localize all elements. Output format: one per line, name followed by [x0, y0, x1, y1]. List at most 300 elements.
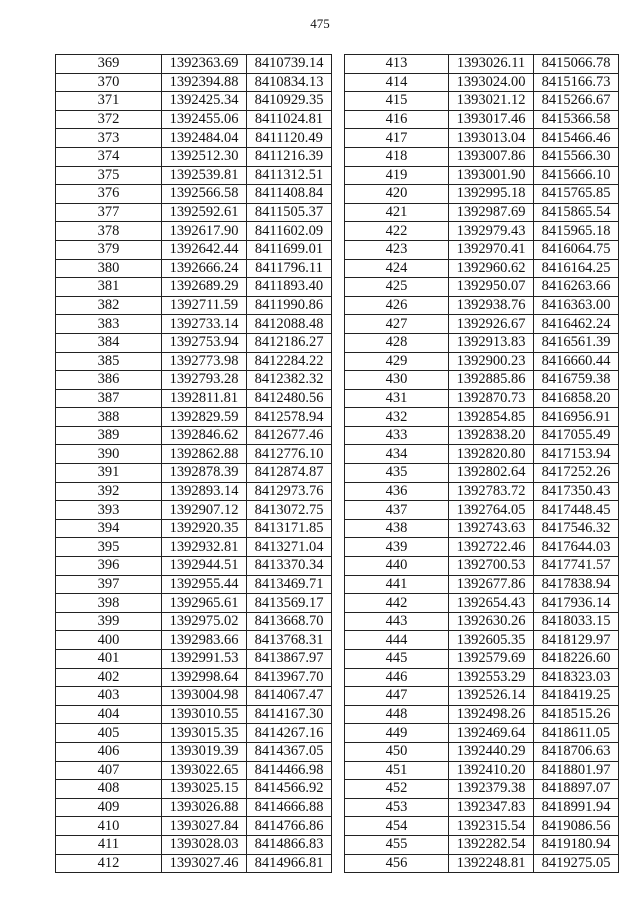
table-row	[345, 650, 619, 669]
point-number-cell: 369	[56, 55, 162, 74]
point-number-cell: 373	[56, 129, 162, 148]
x-coordinate-cell: 1392938.76	[449, 296, 534, 315]
y-coordinate-cell: 8416263.66	[534, 278, 619, 297]
y-coordinate-cell: 8418129.97	[534, 631, 619, 650]
y-coordinate-cell: 8419275.05	[534, 854, 619, 873]
y-coordinate-cell: 8413569.17	[247, 594, 332, 613]
y-coordinate-cell: 8418801.97	[534, 761, 619, 780]
point-number-cell: 398	[56, 594, 162, 613]
table-row	[56, 742, 332, 761]
table-row	[56, 501, 332, 520]
x-coordinate-cell: 1393013.04	[449, 129, 534, 148]
table-row	[56, 315, 332, 334]
table-row	[56, 687, 332, 706]
x-coordinate-cell: 1393019.39	[162, 742, 247, 761]
point-number-cell: 440	[345, 557, 449, 576]
table-row	[345, 724, 619, 743]
x-coordinate-cell: 1392605.35	[449, 631, 534, 650]
point-number-cell: 442	[345, 594, 449, 613]
x-coordinate-cell: 1392630.26	[449, 612, 534, 631]
point-number-cell: 428	[345, 333, 449, 352]
table-row	[345, 55, 619, 74]
table-row	[56, 445, 332, 464]
x-coordinate-cell: 1392248.81	[449, 854, 534, 873]
x-coordinate-cell: 1392743.63	[449, 519, 534, 538]
x-coordinate-cell: 1392282.54	[449, 835, 534, 854]
y-coordinate-cell: 8415566.30	[534, 147, 619, 166]
y-coordinate-cell: 8416064.75	[534, 240, 619, 259]
y-coordinate-cell: 8419180.94	[534, 835, 619, 854]
point-number-cell: 407	[56, 761, 162, 780]
y-coordinate-cell: 8416858.20	[534, 389, 619, 408]
x-coordinate-cell: 1392862.88	[162, 445, 247, 464]
x-coordinate-cell: 1392829.59	[162, 408, 247, 427]
table-row	[345, 92, 619, 111]
y-coordinate-cell: 8415666.10	[534, 166, 619, 185]
y-coordinate-cell: 8412578.94	[247, 408, 332, 427]
y-coordinate-cell: 8417546.32	[534, 519, 619, 538]
y-coordinate-cell: 8416561.39	[534, 333, 619, 352]
y-coordinate-cell: 8412284.22	[247, 352, 332, 371]
y-coordinate-cell: 8411796.11	[247, 259, 332, 278]
table-row	[56, 761, 332, 780]
x-coordinate-cell: 1392642.44	[162, 240, 247, 259]
table-row	[56, 854, 332, 873]
y-coordinate-cell: 8414866.83	[247, 835, 332, 854]
table-row	[345, 835, 619, 854]
x-coordinate-cell: 1392654.43	[449, 594, 534, 613]
point-number-cell: 439	[345, 538, 449, 557]
table-row	[56, 408, 332, 427]
point-number-cell: 403	[56, 687, 162, 706]
table-row	[56, 631, 332, 650]
point-number-cell: 415	[345, 92, 449, 111]
table-row	[345, 445, 619, 464]
y-coordinate-cell: 8412382.32	[247, 371, 332, 390]
y-coordinate-cell: 8415066.78	[534, 55, 619, 74]
table-row	[56, 724, 332, 743]
x-coordinate-cell: 1392991.53	[162, 650, 247, 669]
y-coordinate-cell: 8416660.44	[534, 352, 619, 371]
y-coordinate-cell: 8413668.70	[247, 612, 332, 631]
x-coordinate-cell: 1392469.64	[449, 724, 534, 743]
x-coordinate-cell: 1392960.62	[449, 259, 534, 278]
x-coordinate-cell: 1392846.62	[162, 426, 247, 445]
x-coordinate-cell: 1392944.51	[162, 557, 247, 576]
y-coordinate-cell: 8415765.85	[534, 185, 619, 204]
y-coordinate-cell: 8414666.88	[247, 798, 332, 817]
x-coordinate-cell: 1392455.06	[162, 110, 247, 129]
y-coordinate-cell: 8416759.38	[534, 371, 619, 390]
table-row	[345, 315, 619, 334]
table-row	[345, 612, 619, 631]
table-row	[56, 482, 332, 501]
x-coordinate-cell: 1392950.07	[449, 278, 534, 297]
x-coordinate-cell: 1392677.86	[449, 575, 534, 594]
point-number-cell: 435	[345, 464, 449, 483]
y-coordinate-cell: 8414466.98	[247, 761, 332, 780]
y-coordinate-cell: 8416164.25	[534, 259, 619, 278]
table-row	[56, 464, 332, 483]
y-coordinate-cell: 8413768.31	[247, 631, 332, 650]
x-coordinate-cell: 1392666.24	[162, 259, 247, 278]
point-number-cell: 372	[56, 110, 162, 129]
point-number-cell: 420	[345, 185, 449, 204]
x-coordinate-cell: 1393015.35	[162, 724, 247, 743]
x-coordinate-cell: 1392711.59	[162, 296, 247, 315]
table-row	[345, 742, 619, 761]
x-coordinate-cell: 1392965.61	[162, 594, 247, 613]
y-coordinate-cell: 8413867.97	[247, 650, 332, 669]
table-row	[56, 129, 332, 148]
table-row	[56, 817, 332, 836]
point-number-cell: 418	[345, 147, 449, 166]
point-number-cell: 448	[345, 705, 449, 724]
table-row	[56, 612, 332, 631]
point-number-cell: 383	[56, 315, 162, 334]
y-coordinate-cell: 8417644.03	[534, 538, 619, 557]
table-row	[345, 129, 619, 148]
y-coordinate-cell: 8411893.40	[247, 278, 332, 297]
table-row	[56, 278, 332, 297]
x-coordinate-cell: 1392753.94	[162, 333, 247, 352]
table-row	[56, 110, 332, 129]
y-coordinate-cell: 8414966.81	[247, 854, 332, 873]
table-row	[345, 408, 619, 427]
y-coordinate-cell: 8411216.39	[247, 147, 332, 166]
x-coordinate-cell: 1393021.12	[449, 92, 534, 111]
y-coordinate-cell: 8411024.81	[247, 110, 332, 129]
y-coordinate-cell: 8419086.56	[534, 817, 619, 836]
x-coordinate-cell: 1392987.69	[449, 203, 534, 222]
table-row	[345, 557, 619, 576]
table-row	[345, 594, 619, 613]
table-row	[56, 650, 332, 669]
x-coordinate-cell: 1392900.23	[449, 352, 534, 371]
y-coordinate-cell: 8415965.18	[534, 222, 619, 241]
x-coordinate-cell: 1392802.64	[449, 464, 534, 483]
table-row	[56, 835, 332, 854]
table-row	[56, 538, 332, 557]
table-row	[56, 371, 332, 390]
y-coordinate-cell: 8412874.87	[247, 464, 332, 483]
y-coordinate-cell: 8414766.86	[247, 817, 332, 836]
x-coordinate-cell: 1392926.67	[449, 315, 534, 334]
x-coordinate-cell: 1392913.83	[449, 333, 534, 352]
x-coordinate-cell: 1392553.29	[449, 668, 534, 687]
y-coordinate-cell: 8410834.13	[247, 73, 332, 92]
x-coordinate-cell: 1393017.46	[449, 110, 534, 129]
x-coordinate-cell: 1392410.20	[449, 761, 534, 780]
y-coordinate-cell: 8414267.16	[247, 724, 332, 743]
point-number-cell: 391	[56, 464, 162, 483]
x-coordinate-cell: 1392983.66	[162, 631, 247, 650]
table-row	[56, 73, 332, 92]
y-coordinate-cell: 8414367.05	[247, 742, 332, 761]
y-coordinate-cell: 8418033.15	[534, 612, 619, 631]
point-number-cell: 446	[345, 668, 449, 687]
y-coordinate-cell: 8418991.94	[534, 798, 619, 817]
y-coordinate-cell: 8416956.91	[534, 408, 619, 427]
point-number-cell: 401	[56, 650, 162, 669]
page-number: 475	[310, 16, 330, 31]
table-row	[345, 631, 619, 650]
table-row	[345, 352, 619, 371]
y-coordinate-cell: 8411602.09	[247, 222, 332, 241]
y-coordinate-cell: 8417838.94	[534, 575, 619, 594]
y-coordinate-cell: 8418611.05	[534, 724, 619, 743]
y-coordinate-cell: 8418419.25	[534, 687, 619, 706]
point-number-cell: 451	[345, 761, 449, 780]
x-coordinate-cell: 1392820.80	[449, 445, 534, 464]
x-coordinate-cell: 1392764.05	[449, 501, 534, 520]
point-number-cell: 422	[345, 222, 449, 241]
table-row	[345, 854, 619, 873]
table-row	[345, 110, 619, 129]
point-number-cell: 404	[56, 705, 162, 724]
table-row	[345, 296, 619, 315]
point-number-cell: 405	[56, 724, 162, 743]
x-coordinate-cell: 1392689.29	[162, 278, 247, 297]
y-coordinate-cell: 8412677.46	[247, 426, 332, 445]
x-coordinate-cell: 1392907.12	[162, 501, 247, 520]
y-coordinate-cell: 8411312.51	[247, 166, 332, 185]
point-number-cell: 376	[56, 185, 162, 204]
x-coordinate-cell: 1392315.54	[449, 817, 534, 836]
y-coordinate-cell: 8418706.63	[534, 742, 619, 761]
table-row	[56, 389, 332, 408]
y-coordinate-cell: 8418515.26	[534, 705, 619, 724]
point-number-cell: 386	[56, 371, 162, 390]
x-coordinate-cell: 1393028.03	[162, 835, 247, 854]
y-coordinate-cell: 8418897.07	[534, 780, 619, 799]
point-number-cell: 426	[345, 296, 449, 315]
point-number-cell: 389	[56, 426, 162, 445]
point-number-cell: 437	[345, 501, 449, 520]
point-number-cell: 429	[345, 352, 449, 371]
y-coordinate-cell: 8413171.85	[247, 519, 332, 538]
y-coordinate-cell: 8411505.37	[247, 203, 332, 222]
point-number-cell: 438	[345, 519, 449, 538]
table-row	[345, 426, 619, 445]
y-coordinate-cell: 8412973.76	[247, 482, 332, 501]
point-number-cell: 397	[56, 575, 162, 594]
point-number-cell: 370	[56, 73, 162, 92]
y-coordinate-cell: 8418226.60	[534, 650, 619, 669]
y-coordinate-cell: 8413469.71	[247, 575, 332, 594]
table-row	[56, 203, 332, 222]
table-row	[56, 166, 332, 185]
x-coordinate-cell: 1392700.53	[449, 557, 534, 576]
point-number-cell: 380	[56, 259, 162, 278]
table-row	[345, 240, 619, 259]
point-number-cell: 375	[56, 166, 162, 185]
x-coordinate-cell: 1392870.73	[449, 389, 534, 408]
point-number-cell: 424	[345, 259, 449, 278]
x-coordinate-cell: 1393001.90	[449, 166, 534, 185]
x-coordinate-cell: 1392893.14	[162, 482, 247, 501]
y-coordinate-cell: 8413370.34	[247, 557, 332, 576]
point-number-cell: 423	[345, 240, 449, 259]
x-coordinate-cell: 1392379.38	[449, 780, 534, 799]
table-row	[345, 371, 619, 390]
table-row	[345, 780, 619, 799]
table-row	[56, 780, 332, 799]
point-number-cell: 382	[56, 296, 162, 315]
point-number-cell: 385	[56, 352, 162, 371]
y-coordinate-cell: 8416462.24	[534, 315, 619, 334]
table-row	[345, 147, 619, 166]
y-coordinate-cell: 8417055.49	[534, 426, 619, 445]
table-row	[345, 575, 619, 594]
x-coordinate-cell: 1392498.26	[449, 705, 534, 724]
y-coordinate-cell: 8417936.14	[534, 594, 619, 613]
x-coordinate-cell: 1392484.04	[162, 129, 247, 148]
point-number-cell: 390	[56, 445, 162, 464]
y-coordinate-cell: 8410739.14	[247, 55, 332, 74]
table-row	[345, 501, 619, 520]
point-number-cell: 392	[56, 482, 162, 501]
x-coordinate-cell: 1392526.14	[449, 687, 534, 706]
table-row	[56, 557, 332, 576]
point-number-cell: 443	[345, 612, 449, 631]
point-number-cell: 408	[56, 780, 162, 799]
y-coordinate-cell: 8417252.26	[534, 464, 619, 483]
point-number-cell: 412	[56, 854, 162, 873]
x-coordinate-cell: 1393026.11	[449, 55, 534, 74]
point-number-cell: 434	[345, 445, 449, 464]
table-row	[56, 519, 332, 538]
y-coordinate-cell: 8412088.48	[247, 315, 332, 334]
x-coordinate-cell: 1392722.46	[449, 538, 534, 557]
table-row	[345, 222, 619, 241]
table-row	[56, 352, 332, 371]
x-coordinate-cell: 1393007.86	[449, 147, 534, 166]
point-number-cell: 427	[345, 315, 449, 334]
y-coordinate-cell: 8416363.00	[534, 296, 619, 315]
table-row	[56, 296, 332, 315]
y-coordinate-cell: 8413072.75	[247, 501, 332, 520]
table-row	[56, 240, 332, 259]
x-coordinate-cell: 1392566.58	[162, 185, 247, 204]
x-coordinate-cell: 1392394.88	[162, 73, 247, 92]
x-coordinate-cell: 1392955.44	[162, 575, 247, 594]
table-row	[56, 222, 332, 241]
x-coordinate-cell: 1392995.18	[449, 185, 534, 204]
x-coordinate-cell: 1392617.90	[162, 222, 247, 241]
x-coordinate-cell: 1393010.55	[162, 705, 247, 724]
table-row	[345, 705, 619, 724]
table-row	[345, 798, 619, 817]
point-number-cell: 454	[345, 817, 449, 836]
point-number-cell: 452	[345, 780, 449, 799]
y-coordinate-cell: 8415266.67	[534, 92, 619, 111]
table-row	[345, 333, 619, 352]
point-number-cell: 433	[345, 426, 449, 445]
x-coordinate-cell: 1392512.30	[162, 147, 247, 166]
point-number-cell: 431	[345, 389, 449, 408]
point-number-cell: 384	[56, 333, 162, 352]
x-coordinate-cell: 1392920.35	[162, 519, 247, 538]
y-coordinate-cell: 8414566.92	[247, 780, 332, 799]
x-coordinate-cell: 1393026.88	[162, 798, 247, 817]
point-number-cell: 413	[345, 55, 449, 74]
coordinates-table-left	[55, 54, 332, 873]
x-coordinate-cell: 1392998.64	[162, 668, 247, 687]
point-number-cell: 395	[56, 538, 162, 557]
point-number-cell: 379	[56, 240, 162, 259]
y-coordinate-cell: 8413271.04	[247, 538, 332, 557]
point-number-cell: 387	[56, 389, 162, 408]
y-coordinate-cell: 8414167.30	[247, 705, 332, 724]
point-number-cell: 447	[345, 687, 449, 706]
y-coordinate-cell: 8414067.47	[247, 687, 332, 706]
point-number-cell: 449	[345, 724, 449, 743]
y-coordinate-cell: 8415366.58	[534, 110, 619, 129]
x-coordinate-cell: 1393025.15	[162, 780, 247, 799]
table-row	[345, 73, 619, 92]
point-number-cell: 393	[56, 501, 162, 520]
point-number-cell: 416	[345, 110, 449, 129]
table-row	[56, 259, 332, 278]
point-number-cell: 417	[345, 129, 449, 148]
y-coordinate-cell: 8410929.35	[247, 92, 332, 111]
table-row	[56, 333, 332, 352]
point-number-cell: 378	[56, 222, 162, 241]
point-number-cell: 414	[345, 73, 449, 92]
y-coordinate-cell: 8411990.86	[247, 296, 332, 315]
point-number-cell: 400	[56, 631, 162, 650]
x-coordinate-cell: 1392854.85	[449, 408, 534, 427]
x-coordinate-cell: 1392773.98	[162, 352, 247, 371]
table-row	[345, 166, 619, 185]
x-coordinate-cell: 1393004.98	[162, 687, 247, 706]
x-coordinate-cell: 1392811.81	[162, 389, 247, 408]
x-coordinate-cell: 1392932.81	[162, 538, 247, 557]
table-row	[345, 538, 619, 557]
x-coordinate-cell: 1392592.61	[162, 203, 247, 222]
table-row	[345, 761, 619, 780]
table-row	[345, 259, 619, 278]
y-coordinate-cell: 8411408.84	[247, 185, 332, 204]
table-row	[56, 185, 332, 204]
point-number-cell: 377	[56, 203, 162, 222]
table-row	[345, 389, 619, 408]
x-coordinate-cell: 1393027.46	[162, 854, 247, 873]
point-number-cell: 450	[345, 742, 449, 761]
x-coordinate-cell: 1392347.83	[449, 798, 534, 817]
x-coordinate-cell: 1392793.28	[162, 371, 247, 390]
y-coordinate-cell: 8415166.73	[534, 73, 619, 92]
y-coordinate-cell: 8417153.94	[534, 445, 619, 464]
point-number-cell: 409	[56, 798, 162, 817]
point-number-cell: 421	[345, 203, 449, 222]
point-number-cell: 381	[56, 278, 162, 297]
table-row	[56, 55, 332, 74]
table-row	[56, 705, 332, 724]
table-row	[345, 687, 619, 706]
y-coordinate-cell: 8417448.45	[534, 501, 619, 520]
table-row	[56, 575, 332, 594]
point-number-cell: 445	[345, 650, 449, 669]
table-row	[56, 426, 332, 445]
point-number-cell: 402	[56, 668, 162, 687]
point-number-cell: 455	[345, 835, 449, 854]
x-coordinate-cell: 1393027.84	[162, 817, 247, 836]
x-coordinate-cell: 1393022.65	[162, 761, 247, 780]
x-coordinate-cell: 1392440.29	[449, 742, 534, 761]
point-number-cell: 411	[56, 835, 162, 854]
